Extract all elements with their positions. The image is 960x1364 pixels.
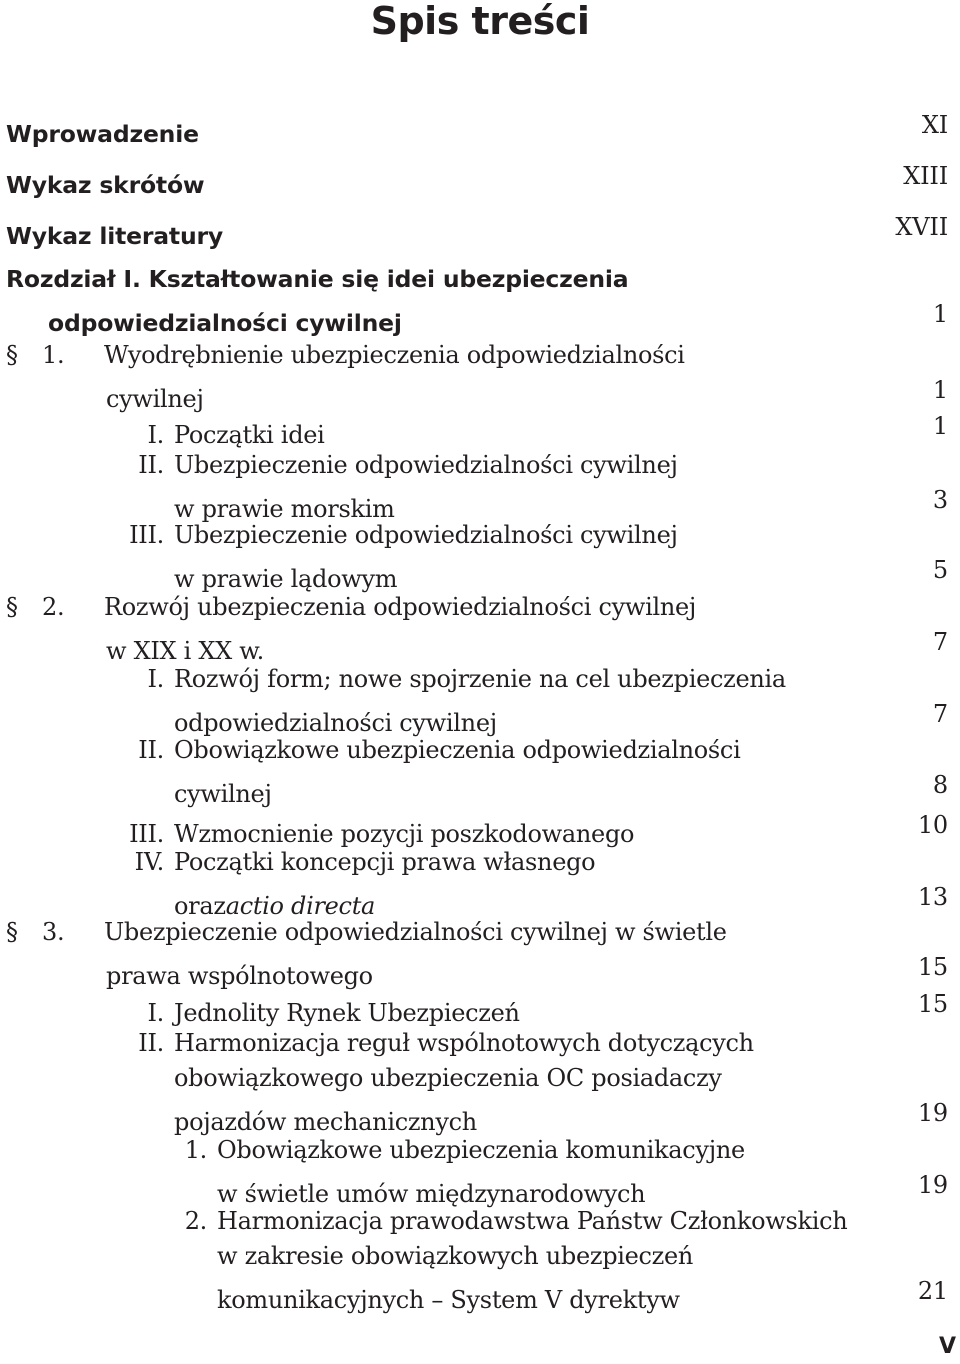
toc-page-number: 1 [932, 376, 948, 404]
toc-entry-number: I. [147, 999, 164, 1027]
toc-entry-number: III. [129, 521, 164, 549]
dot-leader [480, 1096, 868, 1130]
toc-entry-line [174, 697, 868, 737]
toc-entry-title: Harmonizacja prawodawstwa Państw Członkowskich [217, 1207, 848, 1235]
toc-page-number: 15 [917, 990, 948, 1018]
toc-entry-line [120, 733, 740, 767]
toc-entry-title: Ubezpieczenie odpowiedzialności cywilnej [174, 521, 678, 549]
toc-entry-title: Wyodrębnienie ubezpieczenia odpowiedzialności [104, 341, 685, 369]
toc-entry-title: Ubezpieczenie odpowiedzialności cywilnej [174, 451, 678, 479]
dot-leader [637, 808, 868, 842]
dot-leader [405, 297, 868, 331]
toc-entry-title: Jednolity Rynek Ubezpieczeń [174, 999, 520, 1027]
toc-entry-number: I. [147, 665, 164, 693]
toc-entry-title: Rozwój ubezpieczenia odpowiedzialności cywilnej [104, 593, 697, 621]
dot-leader [400, 553, 868, 587]
toc-entry-number: II. [138, 736, 164, 764]
toc-entry-number: 1. [42, 341, 65, 369]
toc-entry-title: pojazdów mechanicznych [174, 1108, 477, 1136]
toc-entry-title: obowiązkowego ubezpieczenia OC posiadaczy [174, 1064, 722, 1092]
toc-entry-line [120, 987, 868, 1027]
toc-entry-line [106, 625, 868, 665]
toc-entry-line [174, 1204, 847, 1238]
toc-page-number: 19 [917, 1171, 948, 1199]
page-title: Spis treści [370, 0, 590, 43]
dot-leader [378, 880, 868, 914]
toc-entry-title: prawa wspólnotowego [106, 962, 373, 990]
toc-page-number: 5 [932, 556, 948, 584]
toc-page-number: XVII [895, 213, 948, 241]
toc-entry-number: I. [147, 421, 164, 449]
toc-entry-line [106, 950, 868, 990]
dot-leader [275, 768, 868, 802]
toc-entry-line [174, 553, 868, 593]
toc-entry-number: 1. [184, 1136, 207, 1164]
toc-entry-number: 2. [184, 1207, 207, 1235]
page-folio: V [938, 1334, 956, 1359]
toc-entry-number: IV. [134, 848, 164, 876]
toc-entry-line [174, 1133, 745, 1167]
dot-leader [207, 159, 868, 193]
toc-page-number: 7 [932, 628, 948, 656]
toc-entry-line [174, 880, 868, 920]
toc-page-number: 1 [932, 300, 948, 328]
section-sign-icon [6, 338, 42, 372]
toc-entry-number: 3. [42, 918, 65, 946]
section-sign-icon [6, 915, 42, 949]
toc-entry-title: odpowiedzialności cywilnej [174, 709, 497, 737]
toc-page-number: 7 [932, 700, 948, 728]
toc-page-number: 19 [917, 1099, 948, 1127]
toc-entry-line [120, 845, 595, 879]
toc-entry-line [6, 915, 727, 949]
dot-leader [648, 1168, 868, 1202]
dot-leader [523, 987, 868, 1021]
dot-leader [376, 950, 868, 984]
toc-page-number: 8 [932, 771, 948, 799]
toc-page-number: XIII [903, 162, 948, 190]
toc-entry-title: Wykaz skrótów [6, 171, 205, 199]
toc-entry-line [217, 1239, 693, 1273]
toc-entry-line [48, 297, 868, 337]
dot-leader [683, 1274, 868, 1308]
toc-page-number: 13 [917, 883, 948, 911]
toc-entry-line [6, 590, 696, 624]
toc-entry-title: w XIX i XX w. [106, 637, 264, 665]
toc-entry-title: w prawie lądowym [174, 565, 398, 593]
toc-entry-title: Wprowadzenie [6, 120, 199, 148]
toc-entry-title: w zakresie obowiązkowych ubezpieczeń [217, 1242, 694, 1270]
toc-entry-line [6, 338, 685, 372]
toc-entry-number: III. [129, 820, 164, 848]
toc-entry-line [174, 483, 868, 523]
toc-entry-line [6, 210, 868, 250]
toc-entry-number: 2. [42, 593, 65, 621]
dot-leader [202, 108, 868, 142]
dot-leader [207, 373, 868, 407]
toc-entry-line [106, 373, 868, 413]
toc-page-number: 15 [917, 953, 948, 981]
toc-entry-line [217, 1274, 868, 1314]
toc-entry-title: komunikacyjnych – System V dyrektyw [217, 1286, 680, 1314]
dot-leader [328, 409, 868, 443]
toc-entry-title: Harmonizacja reguł wspólnotowych dotyczących [174, 1029, 754, 1057]
toc-entry-title: Rozdział I. Kształtowanie się idei ubezpieczenia [6, 265, 629, 293]
toc-entry-title: odpowiedzialności cywilnej [48, 309, 402, 337]
toc-entry-number: II. [138, 1029, 164, 1057]
toc-entry-line [120, 1026, 754, 1060]
toc-entry-line [6, 159, 868, 199]
toc-entry-number: II. [138, 451, 164, 479]
toc-entry-title: cywilnej [106, 385, 204, 413]
toc-page-number: 3 [932, 486, 948, 514]
toc-entry-line [174, 768, 868, 808]
toc-entry-line [120, 448, 678, 482]
toc-page-number: 10 [917, 811, 948, 839]
toc-page-number: XI [921, 111, 948, 139]
toc-page-number: 1 [932, 412, 948, 440]
toc-entry-line [6, 108, 868, 148]
toc-entry-line [174, 1096, 868, 1136]
toc-entry-line [120, 662, 786, 696]
toc-entry-title: Obowiązkowe ubezpieczenia komunikacyjne [217, 1136, 745, 1164]
toc-entry-italic-term: actio directa [225, 892, 376, 920]
toc-entry-title: Początki idei [174, 421, 325, 449]
dot-leader [398, 483, 868, 517]
toc-entry-title: oraz [174, 892, 226, 920]
toc-entry-title: Początki koncepcji prawa własnego [174, 848, 596, 876]
toc-entry-line [120, 518, 678, 552]
toc-entry-title: Ubezpieczenie odpowiedzialności cywilnej w świetle [104, 918, 727, 946]
toc-entry-title: Wzmocnienie pozycji poszkodowanego [174, 820, 635, 848]
toc-entry-line [120, 808, 868, 848]
toc-entry-line [120, 409, 868, 449]
section-sign-icon [6, 590, 42, 624]
toc-page-number: 21 [917, 1277, 948, 1305]
toc-entry-title: Wykaz literatury [6, 222, 223, 250]
dot-leader [500, 697, 868, 731]
toc-entry-title: Rozwój form; nowe spojrzenie na cel ubezpieczenia [174, 665, 786, 693]
toc-entry-title: cywilnej [174, 780, 272, 808]
toc-entry-title: w prawie morskim [174, 495, 395, 523]
toc-entry-line [174, 1061, 722, 1095]
toc-entry-title: Obowiązkowe ubezpieczenia odpowiedzialności [174, 736, 741, 764]
toc-entry-line [6, 262, 628, 296]
dot-leader [226, 210, 868, 244]
toc-entry-line [217, 1168, 868, 1208]
dot-leader [267, 625, 868, 659]
toc-entry-title: w świetle umów międzynarodowych [217, 1180, 646, 1208]
